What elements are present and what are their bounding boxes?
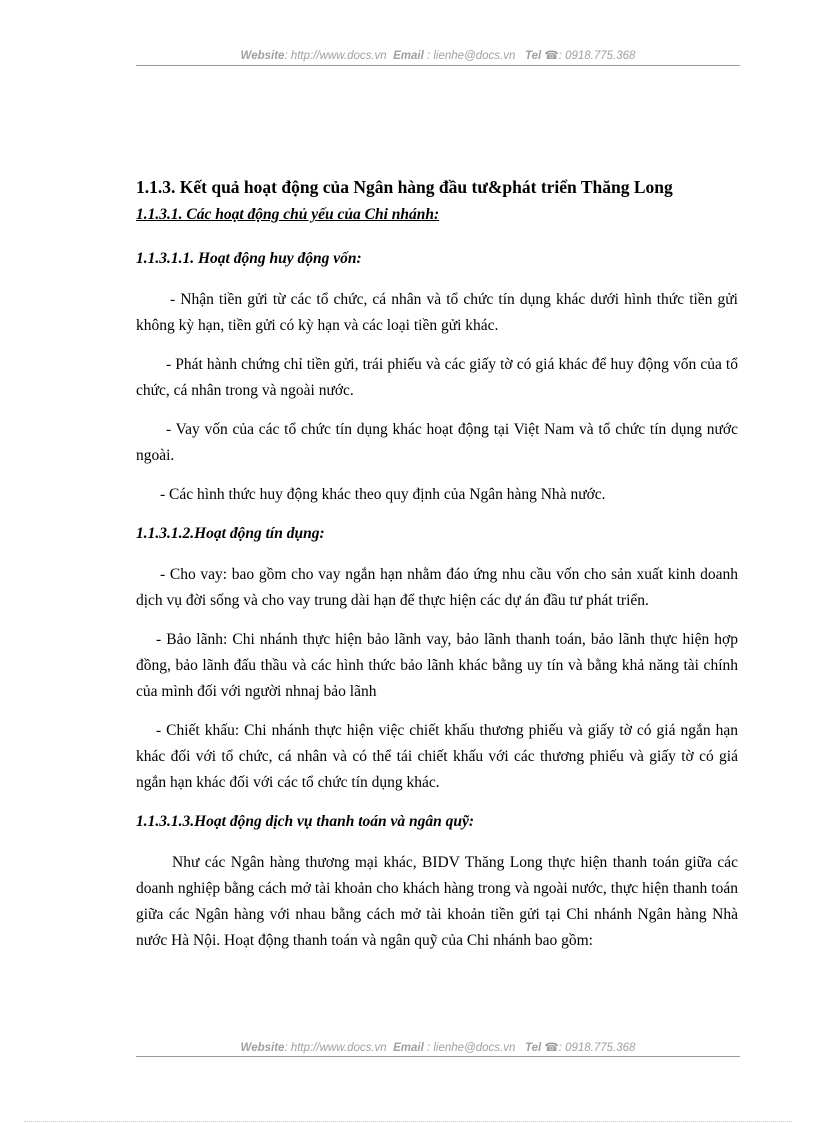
paragraph: Như các Ngân hàng thương mại khác, BIDV Thăng Long thực hiện thanh toán giữa các doanh nghiệp bằng cách mở tài khoản cho khách hàng trong và ngoài nước, thực hiện thanh toán giữa các Ngân hàng với nhau bằng cách mở tài khoản tiền gửi tại Chi nhánh Ngân hàng Nhà nước Hà Nội. Hoạt động thanh toán và ngân quỹ của Chi nhánh bao gồm:	[136, 854, 738, 949]
subsection-title: 1.1.3.1. Các hoạt động chủ yếu của Chi nhánh:	[136, 206, 440, 223]
footer-rule	[136, 1056, 740, 1057]
paragraph: - Phát hành chứng chỉ tiền gửi, trái phiếu và các giấy tờ có giá khác để huy động vốn của tổ chức, cá nhân trong và ngoài nước.	[136, 356, 738, 399]
email-label: Email	[393, 50, 424, 62]
email-value: : lienhe@docs.vn	[426, 1042, 516, 1054]
paragraph: - Bảo lãnh: Chi nhánh thực hiện bảo lãnh vay, bảo lãnh thanh toán, bảo lãnh thực hiện hợp đồng, bảo lãnh đấu thầu và các hình thức bảo lãnh khác bằng uy tín và bằng khả năng tài chính của mình đối với người nhnaj bảo lãnh	[136, 631, 738, 700]
document-body	[136, 176, 738, 954]
paragraph: - Nhận tiền gửi từ các tổ chức, cá nhân và tổ chức tín dụng khác dưới hình thức tiền gửi không kỳ hạn, tiền gửi có kỳ hạn và các loại tiền gửi khác.	[136, 291, 738, 334]
paragraph: - Các hình thức huy động khác theo quy định của Ngân hàng Nhà nước.	[160, 486, 606, 503]
section-title: 1.1.3. Kết quả hoạt động của Ngân hàng đầu tư&phát triển Thăng Long	[136, 177, 673, 197]
paragraph: - Vay vốn của các tổ chức tín dụng khác hoạt động tại Việt Nam và tổ chức tín dụng nước ngoài.	[136, 421, 738, 464]
paragraph: - Chiết khấu: Chi nhánh thực hiện việc chiết khấu thương phiếu và giấy tờ có giá ngắn hạn khác đối với tổ chức, cá nhân và có thể tái chiết khấu với các thương phiếu và giấy tờ có giá ngắn hạn khác đối với các tổ chức tín dụng khác.	[136, 722, 738, 791]
page-boundary	[24, 1121, 792, 1122]
paragraph: - Cho vay: bao gồm cho vay ngắn hạn nhằm đáo ứng nhu cầu vốn cho sản xuất kinh doanh dịch vụ đời sống và cho vay trung dài hạn để thực hiện các dự án đầu tư phát triển.	[136, 566, 738, 609]
email-value: : lienhe@docs.vn	[426, 50, 516, 62]
tel-label: Tel	[524, 50, 542, 62]
header-rule	[136, 65, 740, 66]
email-label: Email	[393, 1042, 424, 1054]
page-header	[136, 48, 740, 62]
phone-icon: ☎	[544, 50, 559, 62]
heading-credit: 1.1.3.1.2.Hoạt động tín dụng:	[136, 525, 325, 542]
tel-value: : 0918.775.368	[558, 50, 636, 62]
tel-label: Tel	[524, 1042, 542, 1054]
website-value: : http://www.docs.vn	[284, 1042, 387, 1054]
website-label: Website	[240, 50, 285, 62]
heading-fund-mobilization: 1.1.3.1.1. Hoạt động huy động vốn:	[136, 250, 362, 267]
phone-icon: ☎	[544, 1042, 559, 1054]
page-footer	[136, 1040, 740, 1054]
website-value: : http://www.docs.vn	[284, 50, 387, 62]
website-label: Website	[240, 1042, 285, 1054]
heading-payment-treasury: 1.1.3.1.3.Hoạt động dịch vụ thanh toán và ngân quỹ:	[136, 813, 475, 830]
tel-value: : 0918.775.368	[558, 1042, 636, 1054]
